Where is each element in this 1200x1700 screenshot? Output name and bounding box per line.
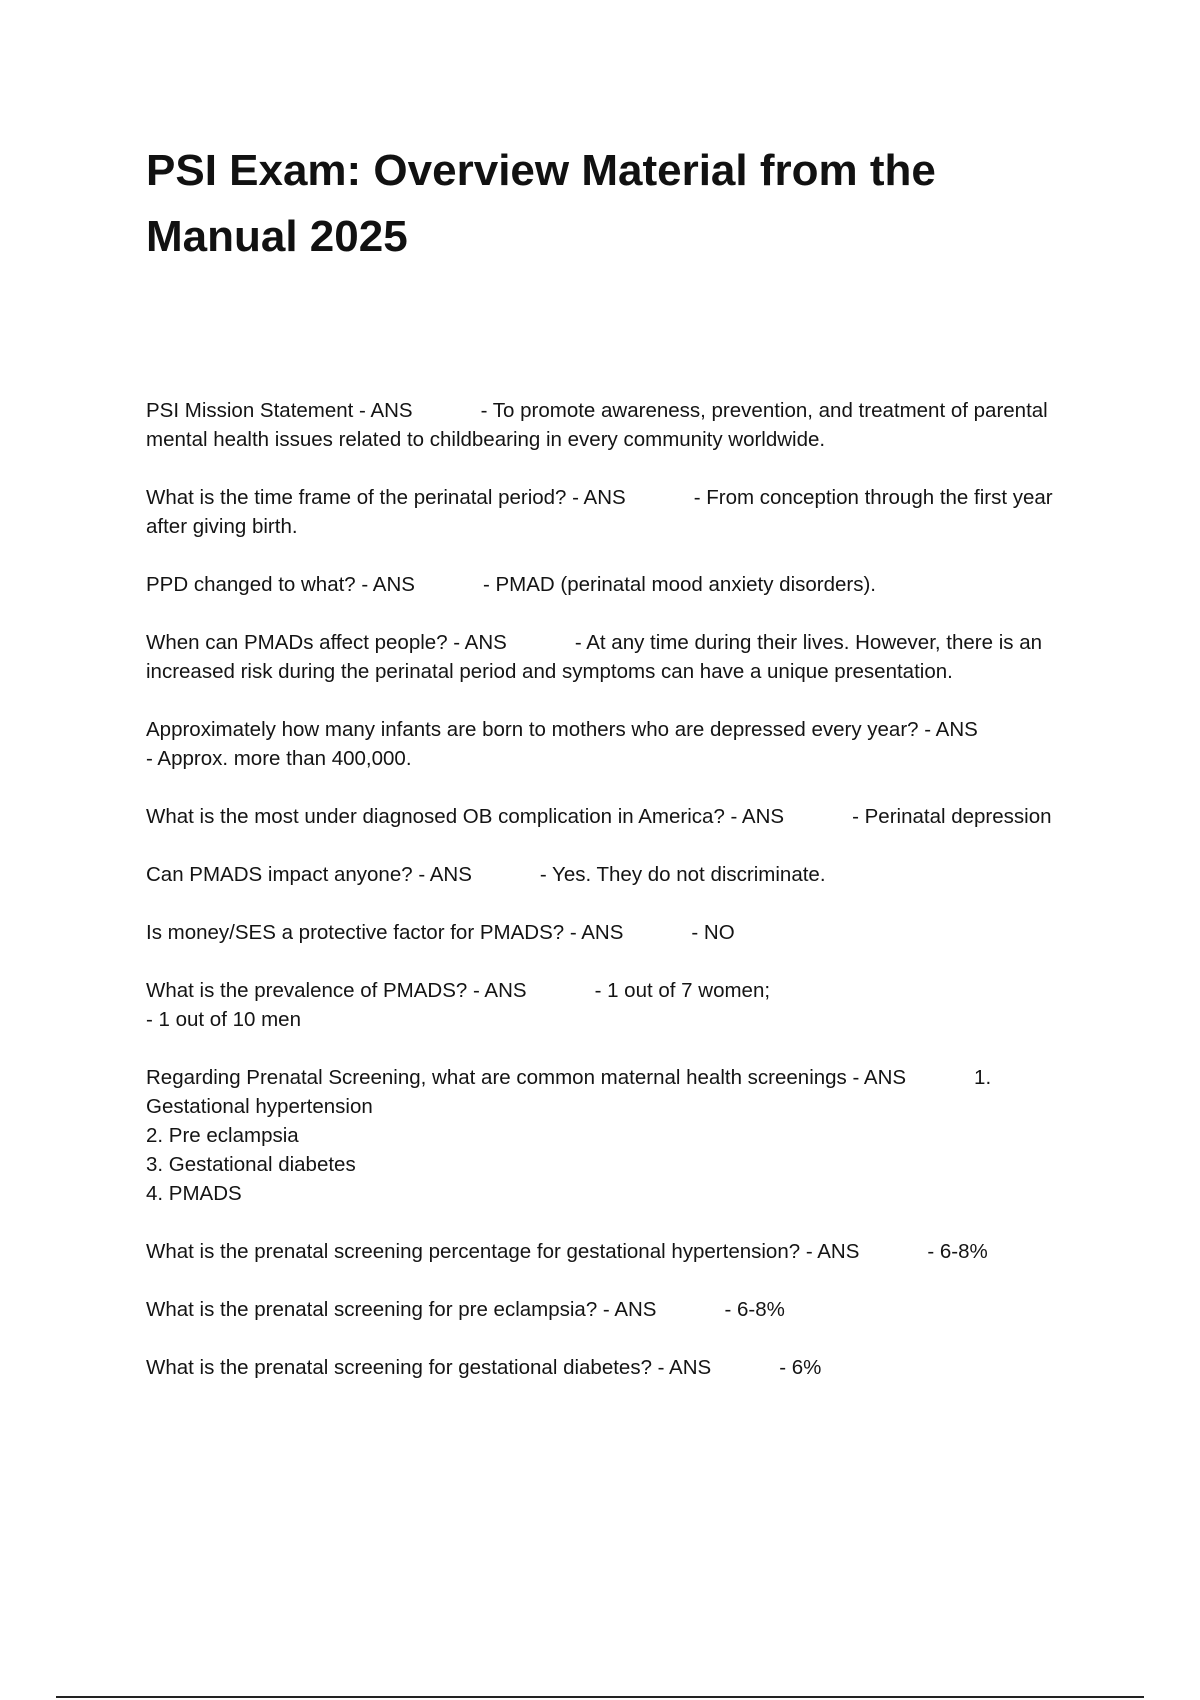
question-text: Can PMADS impact anyone? - ANS <box>146 863 472 886</box>
answer-text: - Yes. They do not discriminate. <box>539 863 826 886</box>
qa-item <box>146 918 1086 947</box>
qa-item <box>146 802 1086 831</box>
answer-text: 1. Gestational hypertension <box>146 1066 992 1118</box>
question-text: Regarding Prenatal Screening, what are common maternal health screenings - ANS <box>146 1066 907 1089</box>
answer-text: - At any time during their lives. However, there is an increased risk during the perinatal period and symptoms can have a unique presentation. <box>146 631 1042 683</box>
answer-text: - Approx. more than 400,000. <box>146 747 412 770</box>
qa-item <box>146 483 1086 541</box>
answer-text: 3. Gestational diabetes <box>146 1153 356 1176</box>
answer-text: 2. Pre eclampsia <box>146 1124 299 1147</box>
answer-text: - 6-8% <box>724 1298 785 1321</box>
qa-item <box>146 715 1086 773</box>
question-text: What is the prevalence of PMADS? - ANS <box>146 979 527 1002</box>
question-text: Is money/SES a protective factor for PMADS? - ANS <box>146 921 624 944</box>
question-text: PSI Mission Statement - ANS <box>146 399 413 422</box>
answer-text: - NO <box>691 921 735 944</box>
qa-item <box>146 570 1086 599</box>
question-text: PPD changed to what? - ANS <box>146 573 415 596</box>
question-text: What is the prenatal screening for pre eclampsia? - ANS <box>146 1298 657 1321</box>
qa-item <box>146 628 1086 686</box>
qa-item <box>146 1353 1086 1382</box>
question-text: When can PMADs affect people? - ANS <box>146 631 507 654</box>
qa-item <box>146 396 1086 454</box>
answer-text: - Perinatal depression <box>852 805 1052 828</box>
question-text: What is the most under diagnosed OB complication in America? - ANS <box>146 805 785 828</box>
answer-text: - 6-8% <box>927 1240 988 1263</box>
question-text: What is the time frame of the perinatal period? - ANS <box>146 486 626 509</box>
qa-item <box>146 976 1086 1034</box>
qa-item <box>146 1237 1086 1266</box>
answer-text: - From conception through the first year after giving birth. <box>146 486 1053 538</box>
question-text: What is the prenatal screening percentage for gestational hypertension? - ANS <box>146 1240 860 1263</box>
answer-text: - PMAD (perinatal mood anxiety disorders). <box>482 573 877 596</box>
question-text: What is the prenatal screening for gestational diabetes? - ANS <box>146 1356 712 1379</box>
answer-text: 4. PMADS <box>146 1182 242 1205</box>
page-title: PSI Exam: Overview Material from the Manual 2025 <box>146 146 936 261</box>
qa-list <box>146 396 1086 1411</box>
qa-item <box>146 1063 1086 1208</box>
answer-text: - 6% <box>779 1356 822 1379</box>
question-text: Approximately how many infants are born to mothers who are depressed every year? - ANS <box>146 718 978 741</box>
answer-text: - To promote awareness, prevention, and treatment of parental mental health issues related to childbearing in every community worldwide. <box>146 399 1048 451</box>
answer-text: - 1 out of 7 women; <box>594 979 771 1002</box>
qa-item <box>146 860 1086 889</box>
answer-text: - 1 out of 10 men <box>146 1008 301 1031</box>
qa-item <box>146 1295 1086 1324</box>
footer-divider <box>56 1696 1144 1698</box>
